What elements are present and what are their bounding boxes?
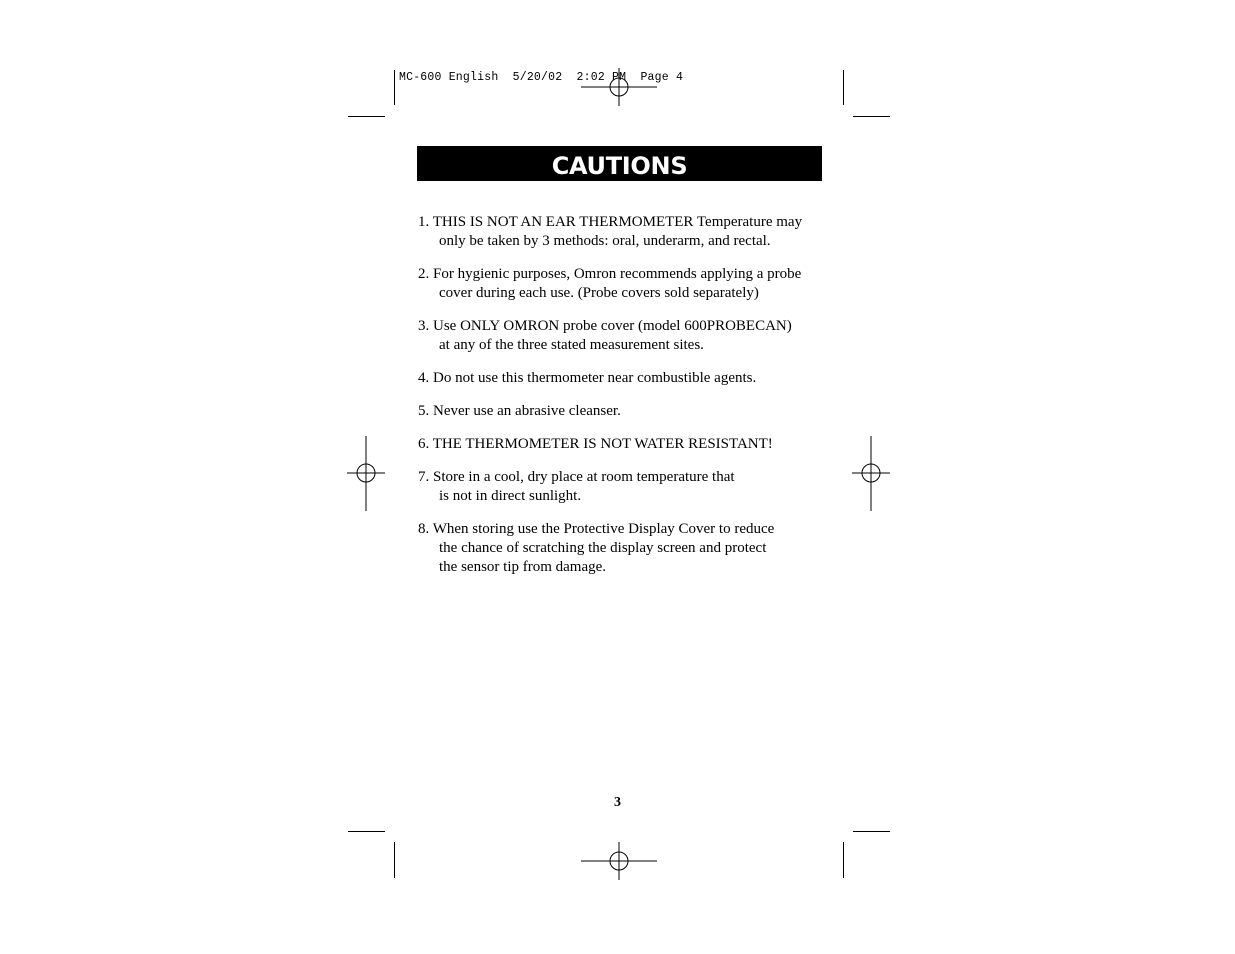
crop-mark-top-right-vertical: [843, 70, 844, 105]
caution-text-line: the chance of scratching the display screen and protect: [439, 540, 767, 556]
caution-number: 2.: [418, 266, 430, 282]
print-slug: MC-600 English 5/20/02 2:02 PM Page 4: [399, 71, 684, 84]
crop-mark-top-left-vertical: [394, 70, 395, 105]
caution-text-line: the sensor tip from damage.: [439, 559, 607, 575]
page-number: 3: [614, 795, 621, 810]
crop-mark-top-right-horizontal: [853, 116, 890, 117]
caution-text-line: THE THERMOMETER IS NOT WATER RESISTANT!: [432, 436, 773, 452]
caution-item: [418, 402, 838, 421]
caution-number: 6.: [418, 436, 430, 452]
caution-item: [418, 369, 838, 388]
crop-mark-bottom-left-vertical: [394, 842, 395, 878]
cautions-list: [418, 213, 838, 591]
caution-text-line: at any of the three stated measurement sites.: [439, 337, 704, 353]
caution-item: [418, 213, 838, 251]
crop-mark-top-left-horizontal: [348, 116, 385, 117]
caution-number: 5.: [418, 403, 430, 419]
caution-number: 3.: [418, 318, 430, 334]
registration-mark-left: [347, 436, 387, 512]
caution-item: [418, 265, 838, 303]
caution-text-line: When storing use the Protective Display Cover to reduce: [432, 521, 775, 537]
crop-mark-bottom-right-horizontal: [853, 831, 890, 832]
registration-mark-bottom: [581, 840, 657, 884]
caution-text-line: cover during each use. (Probe covers sold separately): [439, 285, 759, 301]
caution-number: 8.: [418, 521, 430, 537]
caution-number: 7.: [418, 469, 430, 485]
caution-text-line: Use ONLY OMRON probe cover (model 600PROBECAN): [433, 318, 792, 334]
caution-text-line: is not in direct sunlight.: [439, 488, 582, 504]
registration-mark-right: [852, 436, 892, 512]
caution-text-line: Do not use this thermometer near combustible agents.: [433, 370, 757, 386]
caution-item: [418, 468, 838, 506]
caution-item: [418, 435, 838, 454]
caution-number: 1.: [418, 214, 430, 230]
crop-mark-bottom-left-horizontal: [348, 831, 385, 832]
caution-number: 4.: [418, 370, 430, 386]
caution-text-line: THIS IS NOT AN EAR THERMOMETER Temperature may: [432, 214, 803, 230]
caution-item: [418, 317, 838, 355]
caution-item: [418, 520, 838, 577]
caution-text-line: Store in a cool, dry place at room temperature that: [433, 469, 735, 485]
caution-text-line: only be taken by 3 methods: oral, underarm, and rectal.: [439, 233, 771, 249]
caution-text-line: Never use an abrasive cleanser.: [433, 403, 621, 419]
cautions-heading: CAUTIONS: [417, 146, 822, 181]
caution-text-line: For hygienic purposes, Omron recommends applying a probe: [433, 266, 802, 282]
registration-mark-top: [581, 68, 657, 112]
crop-mark-bottom-right-vertical: [843, 842, 844, 878]
